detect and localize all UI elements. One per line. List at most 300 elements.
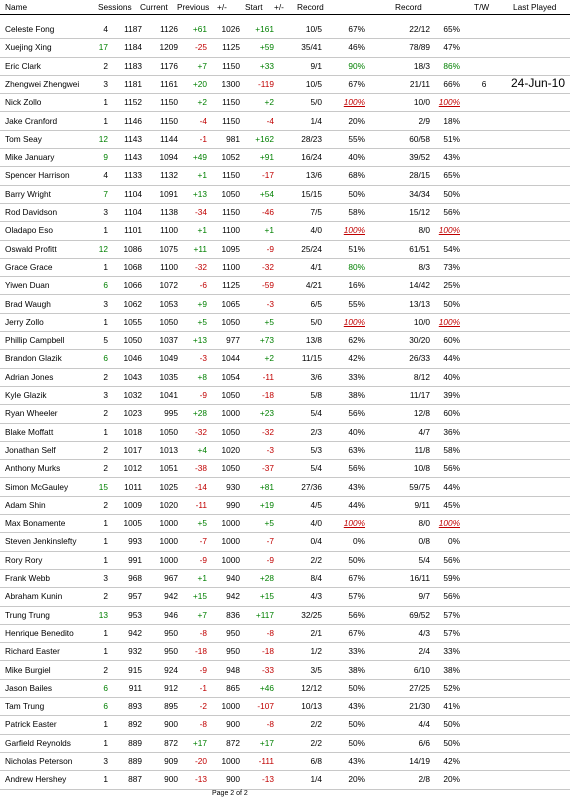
cell-start: 900 [226, 774, 240, 785]
cell-rec1: 9/1 [310, 60, 322, 71]
cell-rec2: 8/0 [418, 225, 430, 236]
cell-rec1: 4/21 [305, 280, 322, 291]
cell-pm1: -7 [199, 536, 207, 547]
cell-name: Xuejing Xing [5, 42, 52, 53]
cell-start: 1044 [221, 353, 240, 364]
table-row [0, 93, 570, 112]
cell-rec1: 4/5 [310, 499, 322, 510]
cell-pm1: -38 [195, 463, 207, 474]
cell-rec2: 14/42 [409, 280, 430, 291]
cell-pm2: +5 [264, 316, 274, 327]
cell-rec1: 10/13 [301, 701, 322, 712]
cell-pct2: 66% [443, 78, 460, 89]
cell-pct2: 51% [443, 133, 460, 144]
cell-pm2: +19 [259, 499, 274, 510]
cell-pm2: -33 [262, 664, 274, 675]
cell-pm1: +1 [197, 225, 207, 236]
cell-name: Henrique Benedito [5, 627, 74, 638]
cell-current: 915 [128, 664, 142, 675]
cell-name: Garfield Reynolds [5, 737, 71, 748]
cell-name: Adam Shin [5, 499, 46, 510]
cell-current: 1146 [124, 115, 142, 126]
cell-pct2: 100% [438, 225, 460, 236]
cell-previous: 995 [164, 408, 178, 419]
cell-pm1: -25 [195, 42, 207, 53]
cell-pm1: +1 [197, 573, 207, 583]
cell-current: 932 [128, 646, 142, 657]
cell-rec2: 21/30 [409, 701, 430, 712]
cell-pct2: 73% [443, 261, 460, 272]
cell-start: 900 [226, 719, 240, 730]
cell-pct2: 36% [443, 426, 460, 437]
cell-sessions: 6 [103, 353, 108, 364]
cell-current: 968 [128, 573, 142, 583]
cell-start: 1050 [221, 463, 240, 474]
cell-rec1: 5/0 [310, 316, 322, 327]
cell-pct2: 50% [443, 188, 460, 199]
cell-rec2: 69/52 [409, 609, 430, 620]
cell-pct2: 44% [443, 353, 460, 364]
cell-rec1: 5/4 [310, 408, 322, 419]
cell-pct1: 58% [348, 207, 365, 217]
cell-previous: 1000 [159, 536, 178, 547]
cell-previous: 1049 [159, 353, 178, 364]
cell-pct2: 33% [443, 646, 460, 657]
cell-pm2: -13 [262, 774, 274, 785]
cell-sessions: 1 [103, 536, 108, 547]
table-row [0, 551, 570, 570]
cell-previous: 1013 [159, 444, 178, 455]
cell-pm1: -2 [199, 701, 207, 712]
cell-sessions: 1 [103, 719, 108, 730]
cell-pct1: 100% [343, 97, 365, 108]
table-row [0, 569, 570, 588]
cell-sessions: 12 [98, 133, 108, 144]
cell-current: 953 [128, 609, 142, 620]
cell-name: Rory Rory [5, 554, 43, 565]
cell-rec1: 11/15 [301, 353, 322, 364]
cell-pm2: -18 [262, 390, 274, 400]
cell-rec1: 6/8 [310, 756, 322, 766]
cell-pm1: -1 [199, 133, 207, 144]
cell-pm1: -1 [199, 682, 207, 693]
cell-name: Anthony Murks [5, 463, 61, 474]
table-row [0, 349, 570, 368]
table-row [0, 715, 570, 734]
cell-start: 1100 [222, 261, 240, 272]
cell-pct2: 100% [438, 97, 460, 108]
cell-pm1: +7 [197, 609, 207, 620]
cell-name: Steven Jenkinslefty [5, 536, 77, 547]
cell-pct1: 62% [348, 335, 365, 346]
cell-pct2: 43% [443, 152, 460, 163]
table-row [0, 386, 570, 405]
cell-pct2: 60% [443, 408, 460, 419]
cell-name: Phillip Campbell [5, 335, 65, 346]
table-row [0, 459, 570, 478]
cell-pct1: 44% [348, 499, 365, 510]
cell-current: 889 [128, 737, 142, 748]
cell-rec2: 39/52 [409, 152, 430, 163]
cell-pm2: +28 [259, 573, 274, 583]
cell-pm1: +4 [197, 444, 207, 455]
cell-name: Spencer Harrison [5, 170, 70, 181]
cell-previous: 1126 [160, 24, 178, 34]
table-row [0, 441, 570, 460]
cell-name: Oladapo Eso [5, 225, 53, 236]
cell-rec1: 10/5 [305, 24, 322, 34]
cell-pct2: 0% [448, 536, 460, 547]
cell-previous: 912 [164, 682, 178, 693]
cell-sessions: 6 [103, 682, 108, 693]
cell-rec1: 12/12 [301, 682, 322, 693]
cell-pct1: 50% [348, 737, 365, 748]
cell-pm2: -9 [266, 243, 274, 254]
cell-rec1: 4/0 [310, 225, 322, 236]
cell-pct1: 67% [348, 573, 365, 583]
cell-start: 1125 [222, 42, 240, 53]
cell-start: 942 [226, 591, 240, 602]
cell-pct2: 65% [443, 24, 460, 34]
cell-pct1: 56% [348, 609, 365, 620]
cell-rec1: 1/4 [310, 115, 322, 126]
table-row [0, 295, 570, 314]
cell-pct1: 50% [348, 554, 365, 565]
cell-start: 940 [226, 573, 240, 583]
cell-previous: 1100 [160, 225, 178, 236]
cell-pct2: 47% [443, 42, 460, 53]
cell-pct1: 56% [348, 408, 365, 419]
cell-pm1: +5 [197, 518, 207, 529]
cell-rec1: 1/4 [310, 774, 322, 785]
cell-pct1: 38% [348, 664, 365, 675]
cell-sessions: 1 [103, 518, 108, 529]
cell-rec1: 5/3 [310, 444, 322, 455]
cell-current: 1181 [124, 78, 142, 89]
cell-previous: 1000 [159, 554, 178, 565]
cell-pm1: -6 [199, 280, 207, 291]
cell-pm2: -111 [258, 756, 274, 766]
cell-current: 957 [128, 591, 142, 602]
cell-rec1: 4/3 [310, 591, 322, 602]
cell-sessions: 3 [103, 78, 108, 89]
cell-start: 1052 [221, 152, 240, 163]
cell-rec1: 7/5 [310, 207, 322, 217]
cell-pm1: -9 [199, 664, 207, 675]
table-row [0, 57, 570, 76]
cell-pm1: +7 [197, 60, 207, 71]
cell-pm2: +33 [259, 60, 274, 71]
cell-start: 1050 [221, 316, 240, 327]
cell-sessions: 2 [103, 60, 108, 71]
cell-current: 911 [128, 682, 142, 693]
cell-name: Ryan Wheeler [5, 408, 58, 419]
cell-start: 872 [226, 737, 240, 748]
cell-start: 1125 [222, 280, 240, 291]
cell-pct2: 57% [443, 627, 460, 638]
table-row [0, 258, 570, 277]
table-row [0, 148, 570, 167]
cell-rec2: 30/20 [409, 335, 430, 346]
cell-rec1: 4/1 [310, 261, 322, 272]
table-row [0, 679, 570, 698]
cell-pct2: 20% [443, 774, 460, 785]
cell-name: Simon McGauley [5, 481, 69, 492]
cell-sessions: 3 [103, 298, 108, 309]
cell-current: 1104 [124, 207, 142, 217]
cell-rec2: 10/0 [413, 316, 430, 327]
cell-pm1: -9 [199, 390, 207, 400]
cell-pm1: +20 [192, 78, 207, 89]
cell-sessions: 1 [103, 316, 108, 327]
cell-rec2: 10/0 [413, 97, 430, 108]
cell-name: Brad Waugh [5, 298, 51, 309]
cell-pct1: 42% [348, 353, 365, 364]
table-row [0, 514, 570, 533]
cell-pm1: -18 [195, 646, 207, 657]
table-row [0, 313, 570, 332]
cell-name: Celeste Fong [5, 24, 55, 34]
cell-name: Tom Seay [5, 133, 42, 144]
cell-sessions: 1 [103, 554, 108, 565]
cell-current: 887 [128, 774, 142, 785]
cell-name: Max Bonamente [5, 518, 66, 529]
cell-rec2: 59/75 [409, 481, 430, 492]
cell-name: Jerry Zollo [5, 316, 44, 327]
cell-current: 1066 [123, 280, 142, 291]
cell-name: Mike January [5, 152, 55, 163]
cell-pm1: +8 [197, 371, 207, 382]
cell-rec1: 27/36 [301, 481, 322, 492]
cell-sessions: 2 [103, 444, 108, 455]
cell-previous: 872 [164, 737, 178, 748]
cell-rec2: 2/4 [418, 646, 430, 657]
header-plusminus-1: +/- [217, 2, 227, 12]
cell-sessions: 1 [103, 627, 108, 638]
cell-previous: 1035 [159, 371, 178, 382]
cell-start: 930 [226, 481, 240, 492]
cell-rec2: 13/13 [409, 298, 430, 309]
cell-start: 1100 [222, 225, 240, 236]
cell-sessions: 4 [103, 170, 108, 181]
cell-pct1: 55% [348, 298, 365, 309]
cell-pct2: 42% [443, 756, 460, 766]
cell-previous: 1037 [159, 335, 178, 346]
cell-current: 1086 [123, 243, 142, 254]
cell-pct1: 80% [348, 261, 365, 272]
cell-rec1: 10/5 [305, 78, 322, 89]
table-row [0, 496, 570, 515]
cell-previous: 1053 [159, 298, 178, 309]
cell-tw: 6 [481, 78, 487, 89]
cell-pct1: 68% [348, 170, 365, 181]
cell-rec1: 2/2 [310, 737, 322, 748]
header-previous: Previous [177, 2, 210, 12]
cell-rec1: 3/5 [310, 664, 322, 675]
cell-current: 1055 [123, 316, 142, 327]
table-row [0, 423, 570, 442]
cell-current: 1143 [124, 152, 142, 163]
cell-pct2: 39% [443, 390, 460, 400]
cell-rec1: 28/23 [301, 133, 322, 144]
cell-pct2: 58% [443, 444, 460, 455]
cell-current: 942 [128, 627, 142, 638]
cell-name: Abraham Kunin [5, 591, 63, 602]
cell-start: 1054 [221, 371, 240, 382]
cell-pm1: -8 [199, 627, 207, 638]
cell-start: 1150 [222, 60, 240, 71]
cell-pm1: +17 [192, 737, 207, 748]
cell-pct1: 46% [348, 42, 365, 53]
cell-name: Kyle Glazik [5, 390, 47, 400]
cell-pm1: +28 [192, 408, 207, 419]
cell-rec2: 6/10 [413, 664, 430, 675]
cell-current: 1018 [123, 426, 142, 437]
cell-previous: 895 [164, 701, 178, 712]
cell-pm2: +162 [255, 133, 274, 144]
cell-start: 981 [226, 133, 240, 144]
cell-previous: 1132 [160, 170, 178, 181]
cell-rec2: 18/3 [413, 60, 430, 71]
cell-current: 1183 [124, 60, 142, 71]
cell-previous: 967 [164, 573, 178, 583]
cell-rec1: 3/6 [310, 371, 322, 382]
table-row [0, 752, 570, 771]
cell-start: 1000 [221, 518, 240, 529]
cell-rec2: 61/51 [409, 243, 430, 254]
cell-rec1: 25/24 [301, 243, 322, 254]
cell-sessions: 7 [103, 188, 108, 199]
cell-pm2: +5 [264, 518, 274, 529]
cell-rec2: 22/12 [409, 24, 430, 34]
cell-current: 991 [128, 554, 142, 565]
cell-rec2: 27/25 [409, 682, 430, 693]
cell-name: Nicholas Peterson [5, 756, 73, 766]
cell-pct1: 50% [348, 188, 365, 199]
cell-pct2: 50% [443, 298, 460, 309]
cell-sessions: 1 [103, 261, 108, 272]
cell-pct1: 43% [348, 756, 365, 766]
cell-pm2: -3 [266, 444, 274, 455]
cell-sessions: 2 [103, 591, 108, 602]
cell-current: 1009 [123, 499, 142, 510]
cell-name: Rod Davidson [5, 207, 58, 217]
cell-pct1: 50% [348, 682, 365, 693]
cell-pm2: -9 [266, 554, 274, 565]
cell-current: 1023 [123, 408, 142, 419]
cell-pm2: +23 [259, 408, 274, 419]
cell-pct2: 59% [443, 573, 460, 583]
table-row [0, 368, 570, 387]
cell-name: Richard Easter [5, 646, 60, 657]
cell-previous: 1050 [159, 316, 178, 327]
cell-pm2: +46 [259, 682, 274, 693]
table-row [0, 20, 570, 39]
cell-rec2: 9/7 [418, 591, 430, 602]
cell-name: Tam Trung [5, 701, 45, 712]
cell-name: Blake Moffatt [5, 426, 54, 437]
cell-sessions: 2 [103, 463, 108, 474]
cell-pm1: +5 [197, 316, 207, 327]
cell-previous: 1209 [159, 42, 178, 53]
cell-rec1: 8/4 [310, 573, 322, 583]
cell-pct1: 43% [348, 701, 365, 712]
cell-sessions: 9 [103, 152, 108, 163]
cell-previous: 1072 [159, 280, 178, 291]
table-row [0, 606, 570, 625]
cell-rec2: 2/9 [418, 115, 430, 126]
cell-sessions: 2 [103, 499, 108, 510]
cell-pm1: +1 [197, 170, 207, 181]
cell-pct2: 100% [438, 316, 460, 327]
cell-sessions: 2 [103, 408, 108, 419]
cell-sessions: 13 [98, 609, 108, 620]
cell-current: 1050 [123, 335, 142, 346]
cell-sessions: 1 [103, 737, 108, 748]
cell-pm1: +13 [192, 335, 207, 346]
cell-rec2: 14/19 [409, 756, 430, 766]
cell-pct1: 100% [343, 225, 365, 236]
cell-current: 1046 [123, 353, 142, 364]
cell-sessions: 1 [103, 426, 108, 437]
cell-pct2: 41% [443, 701, 460, 712]
cell-pm1: +11 [193, 243, 207, 254]
cell-pm2: -3 [266, 298, 274, 309]
cell-pm1: -32 [195, 261, 207, 272]
cell-pm2: -32 [262, 426, 274, 437]
cell-previous: 1041 [159, 390, 178, 400]
cell-pct1: 100% [343, 518, 365, 529]
table-row [0, 112, 570, 131]
cell-name: Patrick Easter [5, 719, 57, 730]
cell-pct1: 67% [348, 627, 365, 638]
cell-current: 1143 [124, 133, 142, 144]
cell-pm2: +2 [264, 97, 274, 108]
table-row [0, 75, 570, 94]
cell-rec1: 15/15 [301, 188, 322, 199]
cell-pct2: 100% [438, 518, 460, 529]
header-sessions: Sessions [98, 2, 132, 12]
cell-sessions: 12 [98, 243, 108, 254]
cell-previous: 1138 [160, 207, 178, 217]
table-row [0, 276, 570, 295]
cell-pm1: +15 [192, 591, 207, 602]
cell-rec1: 5/0 [310, 97, 322, 108]
header-record-1: Record [297, 2, 324, 12]
cell-name: Eric Clark [5, 60, 41, 71]
cell-current: 1005 [123, 518, 142, 529]
cell-current: 1062 [123, 298, 142, 309]
cell-name: Barry Wright [5, 188, 51, 199]
cell-start: 836 [226, 609, 240, 620]
cell-rec1: 35/41 [301, 42, 322, 53]
cell-start: 1050 [221, 426, 240, 437]
cell-rec1: 5/4 [310, 463, 322, 474]
cell-pct2: 45% [443, 499, 460, 510]
cell-pct2: 50% [443, 719, 460, 730]
cell-current: 1133 [124, 170, 142, 181]
cell-pct1: 20% [348, 115, 365, 126]
cell-start: 1150 [222, 170, 240, 181]
cell-pm1: -11 [195, 499, 207, 510]
cell-sessions: 3 [103, 573, 108, 583]
cell-rec2: 8/3 [418, 261, 430, 272]
cell-pct1: 33% [348, 371, 365, 382]
cell-pct2: 50% [443, 737, 460, 748]
cell-sessions: 2 [103, 664, 108, 675]
cell-previous: 1150 [160, 115, 178, 126]
cell-current: 1043 [123, 371, 142, 382]
